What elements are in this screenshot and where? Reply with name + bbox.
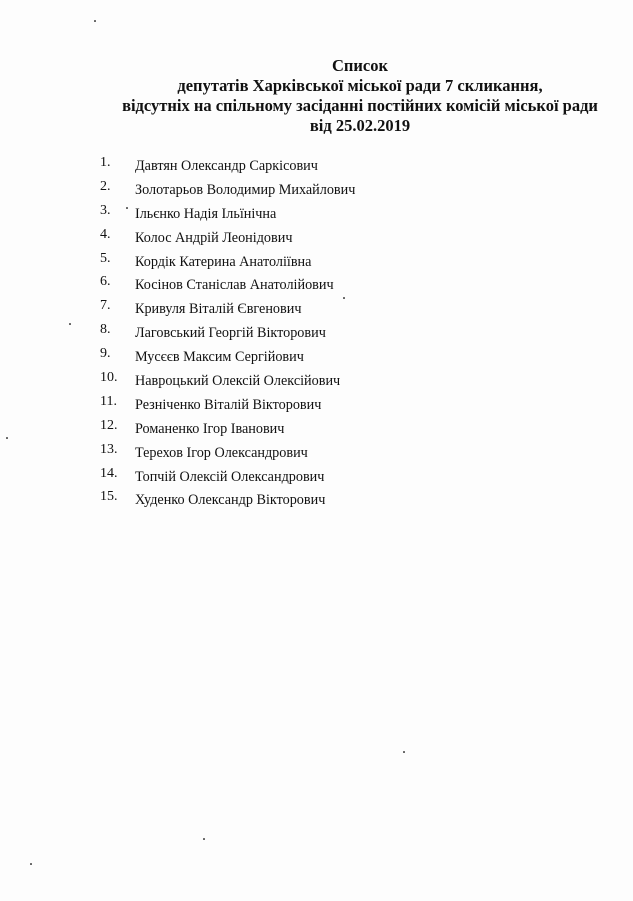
document-title: Список <box>331 56 388 75</box>
item-number: 15. <box>100 489 118 505</box>
item-name: Лаговський Георгій Вікторович <box>135 325 326 342</box>
document-subtitle-line-1: депутатів Харківської міської ради 7 скликання, <box>177 76 543 95</box>
document-subtitle-line-2: відсутніх на спільному засіданні постійних комісій міської ради <box>122 96 598 115</box>
item-number: 12. <box>100 417 118 433</box>
item-name: Косінов Станіслав Анатолійович <box>135 277 334 294</box>
item-name: Золотарьов Володимир Михайлович <box>135 181 356 198</box>
item-number: 4. <box>100 226 111 242</box>
item-name: Романенко Ігор Іванович <box>135 420 285 437</box>
item-name: Топчій Олексій Олександрович <box>135 468 325 485</box>
item-number: 11. <box>100 393 117 409</box>
item-number: 1. <box>100 155 111 170</box>
scan-speck <box>126 207 128 209</box>
item-number: 14. <box>100 465 118 481</box>
item-number: 9. <box>100 346 111 362</box>
item-number: 7. <box>100 298 111 314</box>
scan-speck <box>30 863 32 865</box>
item-name: Навроцький Олексій Олексійович <box>135 373 341 390</box>
item-name: Ільєнко Надія Ільїнічна <box>135 205 277 222</box>
item-number: 6. <box>100 274 111 290</box>
item-name: Кривуля Віталій Євгенович <box>135 301 302 318</box>
scan-speck <box>69 323 71 325</box>
item-number: 8. <box>100 322 111 338</box>
scan-speck <box>203 838 205 840</box>
item-number: 10. <box>100 370 118 386</box>
item-name: Кордік Катерина Анатоліївна <box>135 253 312 270</box>
item-name: Терехов Ігор Олександрович <box>135 444 308 461</box>
item-name: Худенко Олександр Вікторович <box>135 492 326 509</box>
item-number: 2. <box>100 178 111 194</box>
item-name: Давтян Олександр Саркісович <box>135 158 318 174</box>
item-number: 3. <box>100 202 111 218</box>
item-number: 5. <box>100 250 111 266</box>
item-name: Мусєєв Максим Сергійович <box>135 349 304 366</box>
document-date: від 25.02.2019 <box>309 116 411 135</box>
scan-speck <box>343 297 345 299</box>
document-header <box>60 56 633 136</box>
item-name: Резніченко Віталій Вікторович <box>135 396 322 413</box>
item-number: 13. <box>100 441 118 457</box>
scan-speck <box>6 437 8 439</box>
scan-speck <box>94 20 96 22</box>
item-name: Колос Андрій Леонідович <box>135 229 293 246</box>
scan-speck <box>403 751 405 753</box>
